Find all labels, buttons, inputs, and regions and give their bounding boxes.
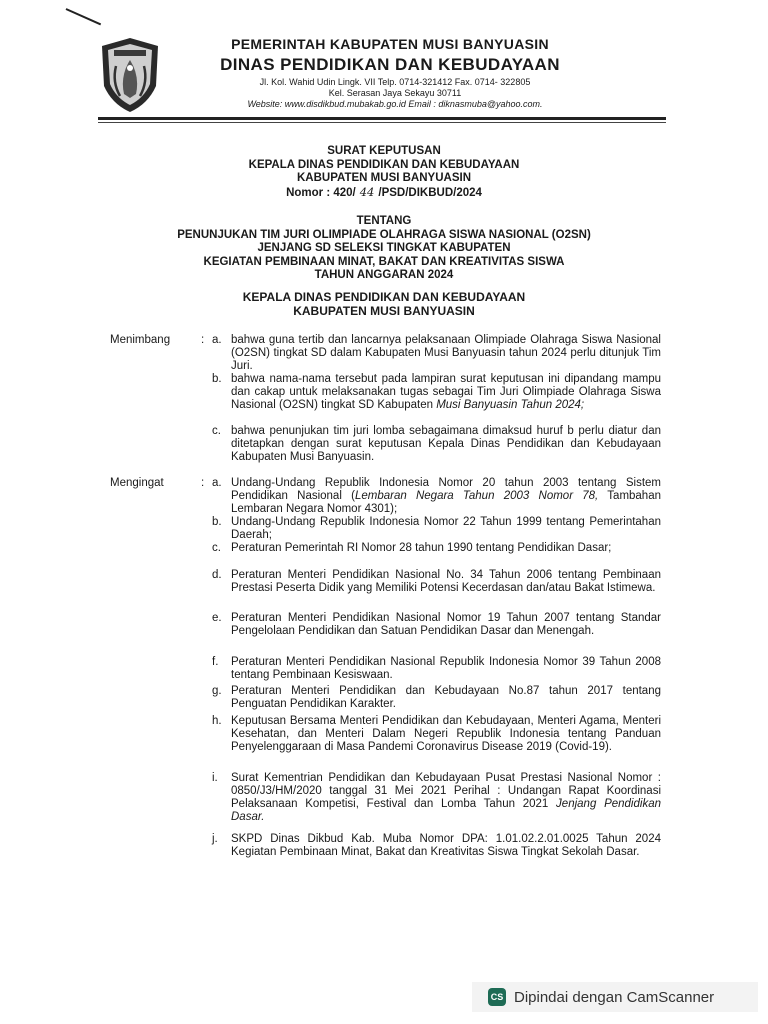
letterhead-address: Jl. Kol. Wahid Udin Lingk. VII Telp. 0714-321412 Fax. 0714- 322805	[259, 77, 531, 87]
mengingat-letter: a.	[212, 477, 222, 489]
mengingat-letter: b.	[212, 516, 222, 528]
pen-stroke-mark	[66, 8, 102, 25]
mengingat-letter: d.	[212, 569, 222, 581]
mengingat-colon: :	[201, 477, 205, 489]
menimbang-item: bahwa penunjukan tim juri lomba sebagaimana dimaksud huruf b perlu diatur dan ditetapkan dengan surat keputusan Kepala Dinas Pendidikan dan Kebudayaan Kabupaten Musi Banyuasin.	[231, 425, 661, 463]
decree-number: Nomor : 420/ 44 /PSD/DIKBUD/2024	[286, 184, 482, 199]
letterhead-government: PEMERINTAH KABUPATEN MUSI BANYUASIN	[231, 36, 549, 52]
mengingat-item: Undang-Undang Republik Indonesia Nomor 20 tahun 2003 tentang Sistem Pendidikan Nasional (Lembaran Negara Tahun 2003 Nomor 78, Tambahan Lembaran Negara Nomor 4301);	[231, 477, 661, 515]
mengingat-item: Keputusan Bersama Menteri Pendidikan dan Kebudayaan, Menteri Agama, Menteri Kesehatan, dan Menteri Dalam Negeri Republik Indonesia tentang Panduan Penyelenggaraan di Masa Pandemi Coronavirus Disease 2019 (Covid-19).	[231, 715, 661, 753]
mengingat-item: SKPD Dinas Dikbud Kab. Muba Nomor DPA: 1.01.02.2.01.0025 Tahun 2024 Kegiatan Pembinaan Minat, Bakat dan Kreativitas Siswa Tingkat Sekolah Dasar.	[231, 833, 661, 858]
header-rule-thick	[98, 117, 666, 120]
menimbang-label: Menimbang	[110, 334, 171, 346]
menimbang-colon: :	[201, 334, 205, 346]
letterhead-contact: Website: www.disdikbud.mubakab.go.id Email : diknasmuba@yahoo.com.	[247, 99, 543, 109]
mengingat-letter: i.	[212, 772, 218, 784]
mengingat-letter: f.	[212, 656, 219, 668]
mengingat-item: Peraturan Menteri Pendidikan Nasional Nomor 19 Tahun 2007 tentang Standar Pengelolaan Pendidikan dan Satuan Pendidikan Dasar dan Menengah.	[231, 612, 661, 637]
letterhead-office: DINAS PENDIDIKAN DAN KEBUDAYAAN	[220, 55, 560, 74]
letterhead-postal: Kel. Serasan Jaya Sekayu 30711	[328, 88, 462, 98]
regency-emblem-logo	[98, 36, 162, 114]
mengingat-letter: c.	[212, 542, 221, 554]
mengingat-item: Surat Kementrian Pendidikan dan Kebudayaan Pusat Prestasi Nasional Nomor : 0850/J3/HM/2020 tanggal 31 Mei 2021 Perihal : Undangan Rapat Koordinasi Pelaksanaan Kompetisi, Festival dan Lomba Tahun 2021 Jenjang Pendidikan Dasar.	[231, 772, 661, 823]
mengingat-letter: e.	[212, 612, 222, 624]
mengingat-item: Peraturan Menteri Pendidikan Nasional No. 34 Tahun 2006 tentang Pembinaan Prestasi Peserta Didik yang Memiliki Potensi Kecerdasan dan/atau Bakat Istimewa.	[231, 569, 661, 594]
decree-title: SURAT KEPUTUSAN KEPALA DINAS PENDIDIKAN DAN KEBUDAYAAN KABUPATEN MUSI BANYUASIN Nomor : 420/ 44 /PSD/DIKBUD/2024	[100, 145, 668, 200]
mengingat-item: Peraturan Pemerintah RI Nomor 28 tahun 1990 tentang Pendidikan Dasar;	[231, 542, 612, 554]
menimbang-letter: a.	[212, 334, 222, 346]
decree-subject: TENTANG PENUNJUKAN TIM JURI OLIMPIADE OLAHRAGA SISWA NASIONAL (O2SN) JENJANG SD SELEKSI TINGKAT KABUPATEN KEGIATAN PEMBINAAN MINAT, BAKAT DAN KREATIVITAS SISWA TAHUN ANGGARAN 2024	[177, 215, 591, 281]
menimbang-letter: b.	[212, 373, 222, 385]
menimbang-letter: c.	[212, 425, 221, 437]
mengingat-item: Peraturan Menteri Pendidikan Nasional Republik Indonesia Nomor 39 Tahun 2008 tentang Pembinaan Kesiswaan.	[231, 656, 661, 681]
camscanner-text: Dipindai dengan CamScanner	[514, 988, 715, 1006]
mengingat-label: Mengingat	[110, 477, 164, 489]
mengingat-letter: h.	[212, 715, 222, 727]
camscanner-watermark	[472, 982, 758, 1012]
menimbang-item: bahwa guna tertib dan lancarnya pelaksanaan Olimpiade Olahraga Siswa Nasional (O2SN) tingkat SD dalam Kabupaten Musi Banyuasin tahun 2024 perlu ditunjuk Tim Juri.	[231, 334, 661, 372]
mengingat-item: Undang-Undang Republik Indonesia Nomor 22 Tahun 1999 tentang Pemerintahan Daerah;	[231, 516, 661, 541]
header-rule-thin	[98, 122, 666, 123]
camscanner-icon: CS	[488, 988, 506, 1006]
mengingat-letter: j.	[212, 833, 218, 845]
menimbang-item: bahwa nama-nama tersebut pada lampiran surat keputusan ini dipandang mampu dan cakap untuk melaksanakan tugas sebagai Tim Juri Olimpiade Olahraga Siswa Nasional (O2SN) tingkat SD Kabupaten Musi Banyuasin Tahun 2024;	[231, 373, 661, 411]
mengingat-letter: g.	[212, 685, 222, 697]
decree-authority: KEPALA DINAS PENDIDIKAN DAN KEBUDAYAAN KABUPATEN MUSI BANYUASIN	[242, 290, 526, 318]
mengingat-item: Peraturan Menteri Pendidikan dan Kebudayaan No.87 tahun 2017 tentang Penguatan Pendidikan Karakter.	[231, 685, 661, 710]
